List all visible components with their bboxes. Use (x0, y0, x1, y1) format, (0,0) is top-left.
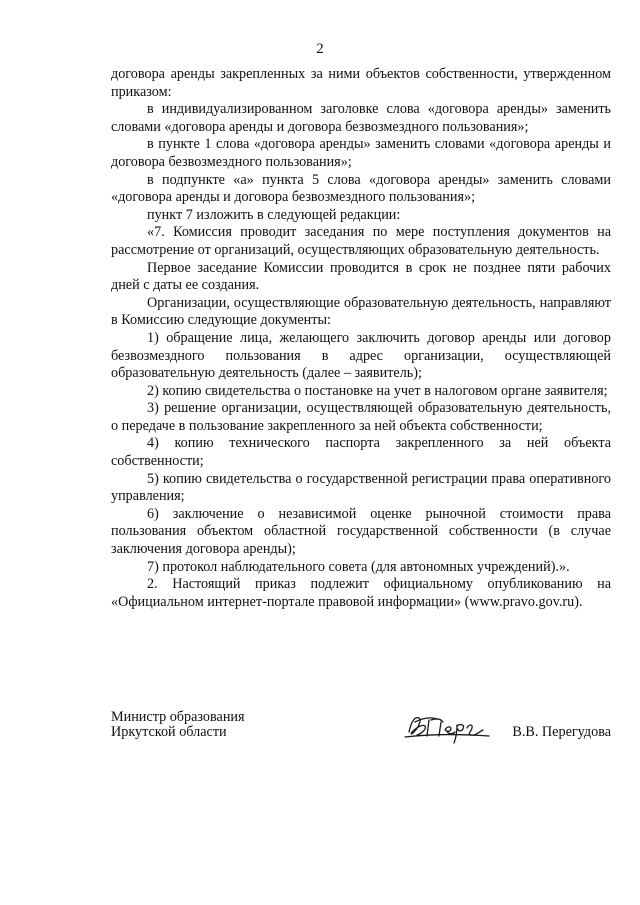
paragraph: Организации, осуществляющие образовательную деятельность, направляют в Комиссию следующие документы: (111, 294, 611, 329)
list-item: 1) обращение лица, желающего заключить договор аренды или договор безвозмездного пользования в адрес организации, осуществляющей образовательную деятельность (далее – заявитель); (111, 329, 611, 382)
list-item: 2) копию свидетельства о постановке на учет в налоговом органе заявителя; (147, 382, 608, 399)
page-number: 2 (316, 41, 324, 57)
signatory-name: В.В. Перегудова (512, 724, 611, 740)
signatory-position (111, 710, 245, 740)
document-body (111, 66, 611, 611)
paragraph: 2. Настоящий приказ подлежит официальному опубликованию на «Официальном интернет-портале правовой информации» (www.pravo.gov.ru). (111, 576, 611, 610)
paragraph: в пункте 1 слова «договора аренды» заменить словами «договора аренды и договора безвозмездного пользования»; (111, 136, 611, 170)
paragraph: договора аренды закрепленных за ними объектов собственности, утвержденном приказом: (111, 66, 611, 100)
list-item: 5) копию свидетельства о государственной регистрации права оперативного управления; (111, 470, 611, 505)
list-item: 4) копию технического паспорта закрепленного за ней объекта собственности; (111, 435, 611, 470)
paragraph: пункт 7 изложить в следующей редакции: (147, 206, 401, 223)
paragraph: в индивидуализированном заголовке слова «договора аренды» заменить словами «договора аренды и договора безвозмездного пользования»; (111, 101, 611, 135)
paragraph: Первое заседание Комиссии проводится в срок не позднее пяти рабочих дней с даты ее создания. (111, 259, 611, 294)
list-item: 7) протокол наблюдательного совета (для автономных учреждений).». (147, 558, 570, 575)
handwritten-signature (401, 710, 493, 744)
position-line: Министр образования (111, 709, 245, 725)
paragraph: в подпункте «а» пункта 5 слова «договора аренды» заменить словами «договора аренды и договора безвозмездного пользования»; (111, 171, 611, 206)
list-item: 6) заключение о независимой оценке рыночной стоимости права пользования объектом областной государственной собственности (в случае заключения договора аренды); (111, 505, 611, 558)
paragraph: «7. Комиссия проводит заседания по мере поступления документов на рассмотрение от организаций, осуществляющих образовательную деятельность. (111, 224, 611, 258)
list-item: 3) решение организации, осуществляющей образовательную деятельность, о передаче в пользование закрепленного за ней объекта собственности; (111, 400, 611, 434)
position-line: Иркутской области (111, 724, 227, 740)
signature-block (111, 710, 611, 760)
